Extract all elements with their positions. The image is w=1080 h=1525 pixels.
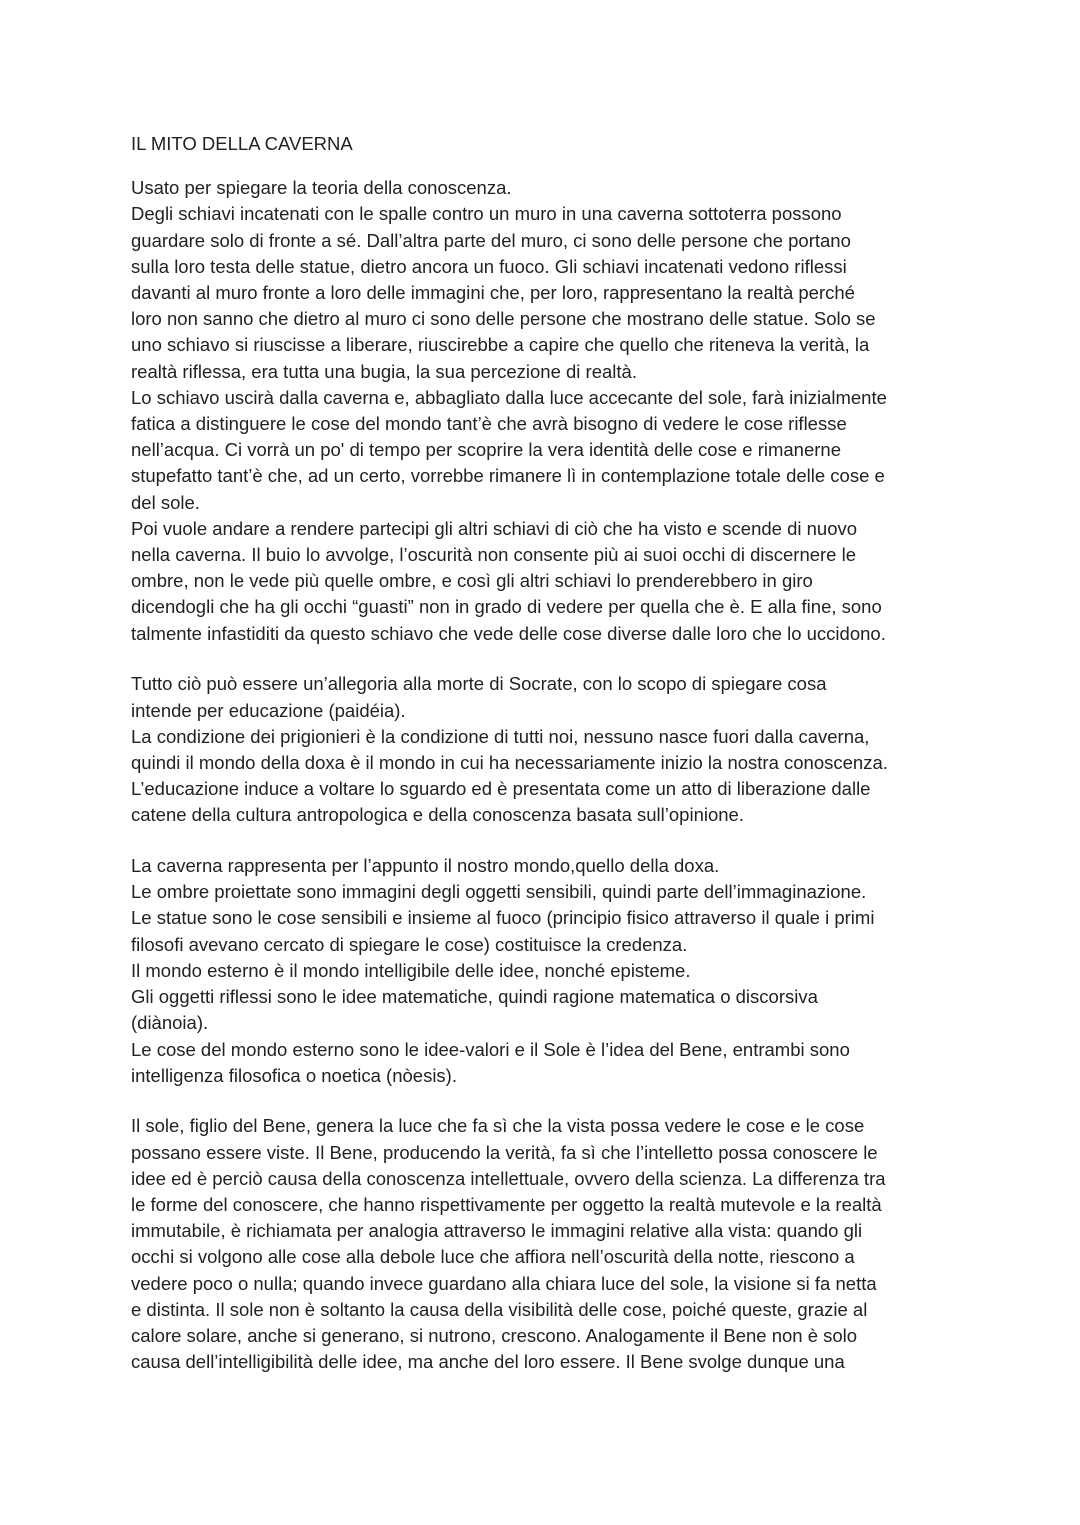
- text-line: intelligenza filosofica o noetica (nòesis).: [131, 1064, 457, 1086]
- text-line: vedere poco o nulla; quando invece guardano alla chiara luce del sole, la visione si fa netta: [131, 1272, 877, 1294]
- document-title: IL MITO DELLA CAVERNA: [131, 133, 353, 154]
- text-line: ombre, non le vede più quelle ombre, e così gli altri schiavi lo prenderebbero in giro: [131, 570, 813, 592]
- text-line: Gli oggetti riflessi sono le idee matematiche, quindi ragione matematica o discorsiva: [131, 986, 818, 1008]
- text-line: possano essere viste. Il Bene, producendo la verità, fa sì che l’intelletto possa conoscere le: [131, 1141, 878, 1163]
- text-line: fatica a distinguere le cose del mondo tant’è che avrà bisogno di vedere le cose riflesse: [131, 413, 847, 435]
- text-line: stupefatto tant’è che, ad un certo, vorrebbe rimanere lì in contemplazione totale delle cose e: [131, 465, 885, 487]
- text-line: Le statue sono le cose sensibili e insieme al fuoco (principio fisico attraverso il quale i primi: [131, 907, 875, 929]
- text-line: talmente infastiditi da questo schiavo che vede delle cose diverse dalle loro che lo uccidono.: [131, 622, 886, 644]
- text-line: La caverna rappresenta per l’appunto il nostro mondo,quello della doxa.: [131, 855, 720, 877]
- text-line: L’educazione induce a voltare lo sguardo ed è presentata come un atto di liberazione dalle: [131, 778, 871, 800]
- text-line: (diànoia).: [131, 1012, 209, 1034]
- paragraph: [131, 1113, 961, 1375]
- text-line: del sole.: [131, 491, 200, 513]
- text-line: filosofi avevano cercato di spiegare le cose) costituisce la credenza.: [131, 933, 688, 955]
- paragraph: [131, 671, 961, 828]
- text-line: quindi il mondo della doxa è il mondo in cui ha necessariamente inizio la nostra conoscenza.: [131, 751, 888, 773]
- text-line: loro non sanno che dietro al muro ci sono delle persone che mostrano delle statue. Solo se: [131, 308, 876, 330]
- text-line: davanti al muro fronte a loro delle immagini che, per loro, rappresentano la realtà perché: [131, 282, 855, 304]
- text-line: intende per educazione (paidéia).: [131, 699, 406, 721]
- text-line: realtà riflessa, era tutta una bugia, la sua percezione di realtà.: [131, 360, 637, 382]
- text-line: Le ombre proiettate sono immagini degli oggetti sensibili, quindi parte dell’immaginazione.: [131, 881, 867, 903]
- text-line: La condizione dei prigionieri è la condizione di tutti noi, nessuno nasce fuori dalla caverna,: [131, 725, 870, 747]
- text-line: immutabile, è richiamata per analogia attraverso le immagini relative alla vista: quando gli: [131, 1220, 863, 1242]
- text-line: Usato per spiegare la teoria della conoscenza.: [131, 177, 512, 199]
- text-line: catene della cultura antropologica e della conoscenza basata sull’opinione.: [131, 804, 744, 826]
- text-line: sulla loro testa delle statue, dietro ancora un fuoco. Gli schiavi incatenati vedono riflessi: [131, 255, 847, 277]
- text-line: causa dell’intelligibilità delle idee, ma anche del loro essere. Il Bene svolge dunque una: [131, 1351, 845, 1373]
- text-line: Lo schiavo uscirà dalla caverna e, abbagliato dalla luce accecante del sole, farà inizialmente: [131, 386, 887, 408]
- text-line: le forme del conoscere, che hanno rispettivamente per oggetto la realtà mutevole e la realtà: [131, 1194, 882, 1216]
- text-line: nella caverna. Il buio lo avvolge, l’oscurità non consente più ai suoi occhi di discernere le: [131, 544, 857, 566]
- text-line: Degli schiavi incatenati con le spalle contro un muro in una caverna sottoterra possono: [131, 203, 842, 225]
- text-line: Poi vuole andare a rendere partecipi gli altri schiavi di ciò che ha visto e scende di nuovo: [131, 517, 858, 539]
- text-line: Le cose del mondo esterno sono le idee-valori e il Sole è l’idea del Bene, entrambi sono: [131, 1038, 850, 1060]
- document-page: [131, 131, 961, 1400]
- text-line: uno schiavo si riuscisse a liberare, riuscirebbe a capire che quello che riteneva la verità, la: [131, 334, 870, 356]
- text-line: guardare solo di fronte a sé. Dall’altra parte del muro, ci sono delle persone che portano: [131, 229, 851, 251]
- document-body: [131, 175, 961, 1375]
- text-line: Il sole, figlio del Bene, genera la luce che fa sì che la vista possa vedere le cose e le cose: [131, 1115, 865, 1137]
- text-line: idee ed è perciò causa della conoscenza intellettuale, ovvero della scienza. La differenza tra: [131, 1167, 886, 1189]
- text-line: Tutto ciò può essere un’allegoria alla morte di Socrate, con lo scopo di spiegare cosa: [131, 673, 827, 695]
- text-line: calore solare, anche si generano, si nutrono, crescono. Analogamente il Bene non è solo: [131, 1325, 858, 1347]
- text-line: dicendogli che ha gli occhi “guasti” non in grado di vedere per quella che è. E alla fine, sono: [131, 596, 882, 618]
- paragraph: [131, 175, 961, 647]
- text-line: nell’acqua. Ci vorrà un po' di tempo per scoprire la vera identità delle cose e rimanerne: [131, 439, 841, 461]
- text-line: Il mondo esterno è il mondo intelligibile delle idee, nonché episteme.: [131, 959, 691, 981]
- paragraph: [131, 853, 961, 1089]
- text-line: e distinta. Il sole non è soltanto la causa della visibilità delle cose, poiché queste, grazie al: [131, 1298, 868, 1320]
- text-line: occhi si volgono alle cose alla debole luce che affiora nell’oscurità della notte, riescono a: [131, 1246, 855, 1268]
